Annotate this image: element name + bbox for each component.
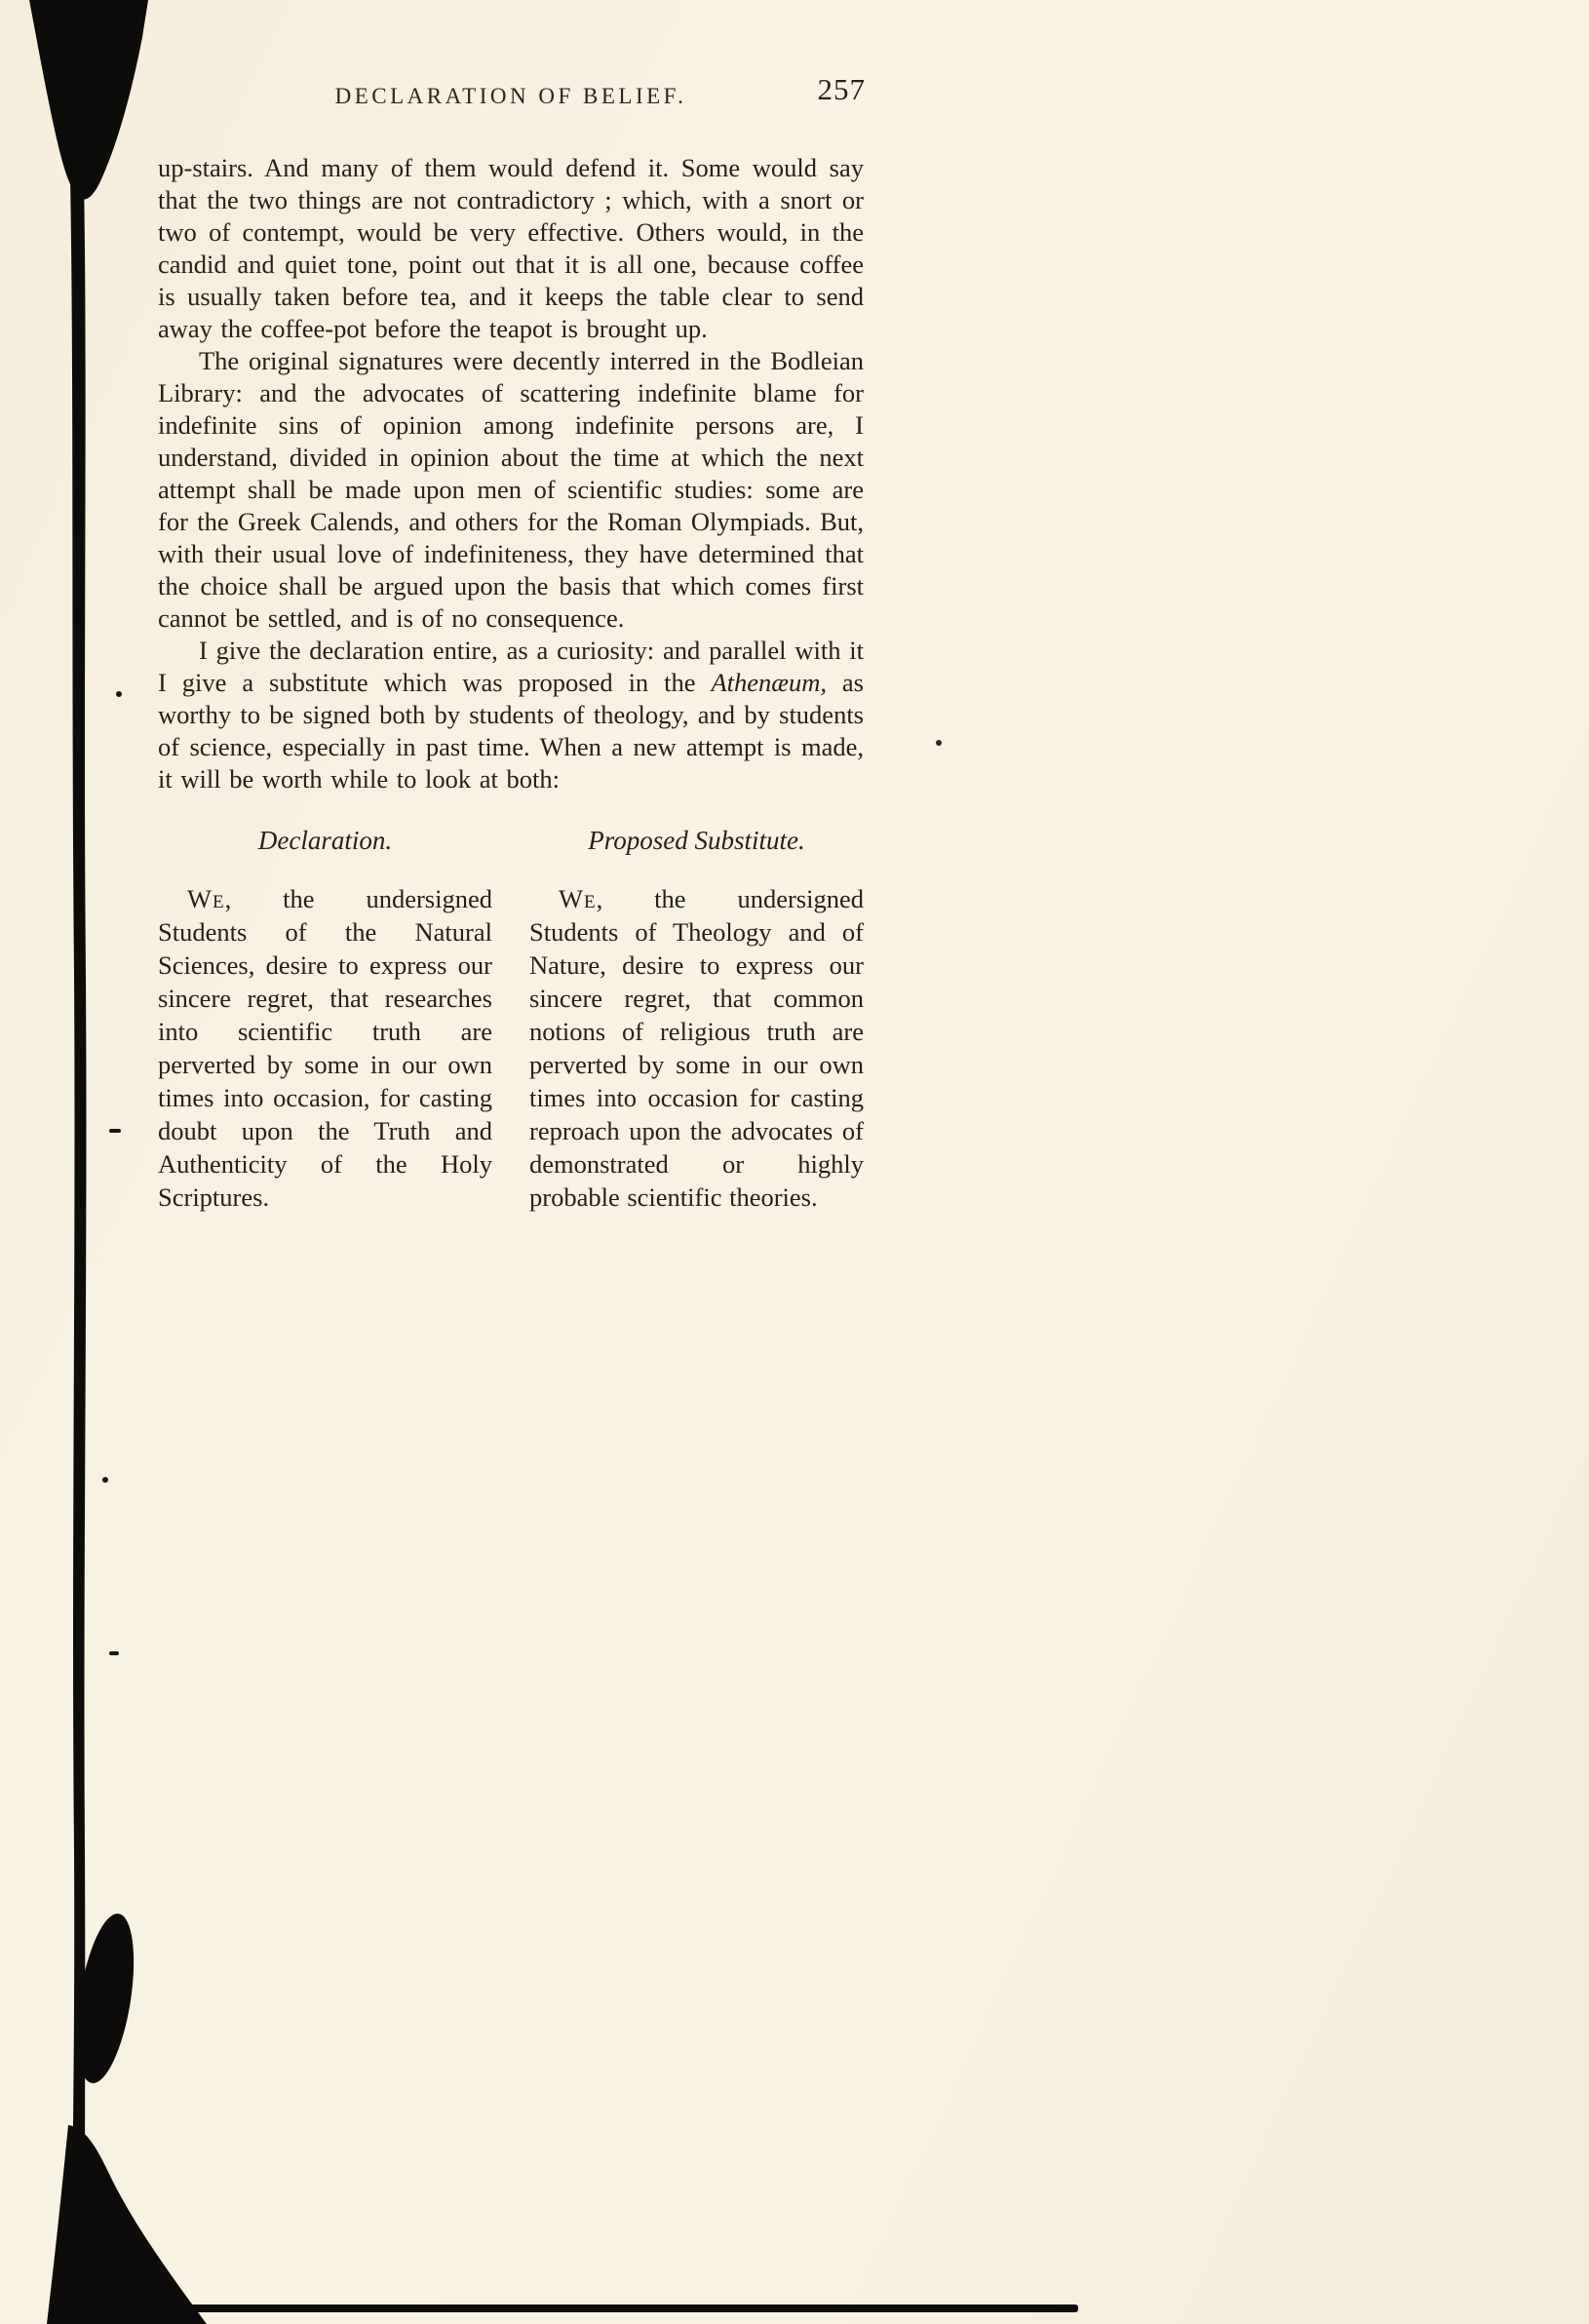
paragraph-declaration-intro	[158, 635, 864, 795]
athenaeum-italic: Athenæum,	[711, 668, 827, 697]
declaration-body-text: , the undersigned Students of the Natural Sciences, desire to express our sincere regret, that researches into scientific truth are perverted by some in our own times into occasion, for casting doubt upon the Truth and Authenticity of the Holy Scriptures.	[158, 884, 492, 1212]
paragraph-declaration-intro-end: as worthy to be signed both by students of theology, and by students of science, especially in past time. When a new attempt is made, it will be worth while to look at both:	[158, 668, 864, 794]
bottom-scan-line	[144, 2305, 1078, 2312]
text-block	[158, 72, 866, 1214]
two-column-section	[158, 825, 864, 1214]
ink-speck	[109, 1129, 121, 1133]
proposed-substitute-heading: Proposed Substitute.	[588, 826, 805, 855]
column-declaration	[158, 825, 492, 1214]
ink-speck	[102, 1477, 108, 1483]
paragraph-declaration-intro-start: I give the declaration entire, as a curiosity: and parallel with it I give a substitute which was proposed in the	[158, 636, 864, 697]
page-header	[158, 72, 866, 115]
page-number: 257	[817, 72, 866, 106]
running-title: DECLARATION OF BELIEF.	[334, 84, 687, 108]
binding-ink-streak	[70, 177, 86, 2324]
column-proposed-substitute	[529, 825, 864, 1214]
declaration-lead-smallcaps: We	[187, 884, 225, 913]
binding-ink-blob-bottom	[47, 2125, 207, 2324]
substitute-body-text: , the undersigned Students of Theology and of Nature, desire to express our sincere regret, that common notions of religious truth are perverted by some in our own times into occasion for casting reproach upon the advocates of demonstrated or highly probable scientific theories.	[529, 884, 864, 1212]
substitute-lead-smallcaps: We	[559, 884, 597, 913]
proposed-substitute-text	[529, 882, 864, 1214]
declaration-heading: Declaration.	[257, 826, 393, 855]
ink-speck	[936, 740, 942, 746]
ink-speck	[116, 691, 122, 697]
declaration-text	[158, 882, 492, 1214]
ink-speck	[109, 1651, 119, 1655]
ink-droplet	[67, 1910, 144, 2087]
paragraph-upstairs: up-stairs. And many of them would defend it. Some would say that the two things are not contradictory ; which, with a snort or two of contempt, would be very effective. Others would, in the candid and quiet tone, point out that it is all one, because coffee is usually taken before tea, and it keeps the table clear to send away the coffee-pot before the teapot is brought up.	[158, 153, 864, 343]
paragraph-signatures: The original signatures were decently interred in the Bodleian Library: and the advocates of scattering indefinite blame for indefinite sins of opinion among indefinite persons are, I understand, divided in opinion about the time at which the next attempt shall be made upon men of scientific studies: some are for the Greek Calends, and others for the Roman Olympiads. But, with their usual love of indefiniteness, they have determined that the choice shall be argued upon the basis that which comes first cannot be settled, and is of no consequence.	[158, 346, 864, 633]
binding-ink-blob-top	[29, 0, 148, 199]
